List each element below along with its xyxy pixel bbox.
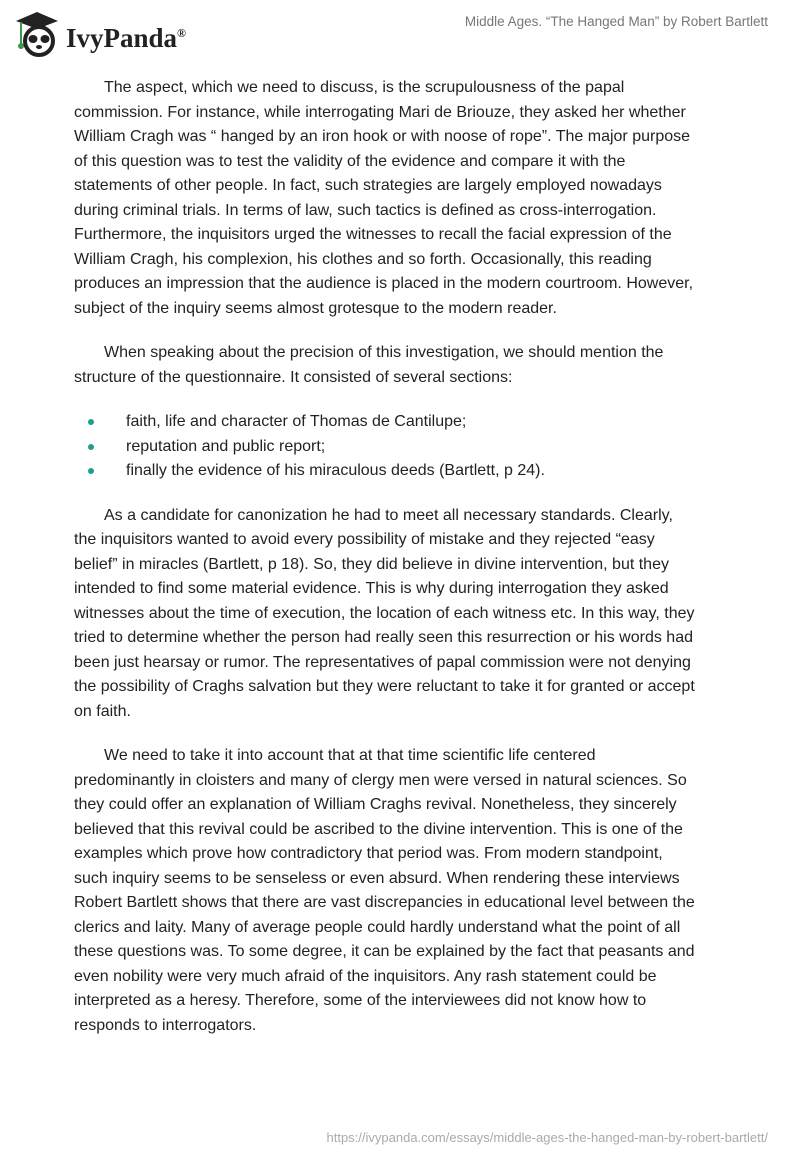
text-line: When speaking about the precision of this investigation, we should mention the: [104, 344, 664, 361]
bullet-icon: [88, 444, 94, 450]
bullet-icon: [88, 468, 94, 474]
panda-graduate-icon: [12, 8, 62, 58]
bullet-icon: [88, 419, 94, 425]
text-line: even nobility were very much afraid of the inquisitors. Any rash statement could be: [74, 967, 657, 985]
paragraph: [74, 504, 754, 725]
text-line: during criminal trials. In terms of law, such tactics is defined as cross-interrogation.: [74, 201, 657, 219]
list-item: [74, 410, 754, 435]
text-line: of this question was to test the validity of the evidence and compare it with the: [74, 152, 626, 170]
text-line: the possibility of Craghs salvation but they were reluctant to take it for granted or accept: [74, 678, 695, 695]
list-item-text: finally the evidence of his miraculous deeds (Bartlett, p 24).: [126, 462, 545, 479]
text-line: structure of the questionnaire. It consisted of several sections:: [74, 368, 513, 386]
text-line: been just hearsay or rumor. The representatives of papal commission were not denying: [74, 653, 691, 671]
brand-name: IvyPanda: [66, 22, 178, 53]
text-line: such inquiry seems to be senseless or even absurd. When rendering these interviews: [74, 869, 680, 887]
text-line: believed that this revival could be ascribed to the divine intervention. This is one of the: [74, 820, 683, 838]
text-line: these questions was. To some degree, it can be explained by the fact that peasants and: [74, 943, 695, 960]
text-line: We need to take it into account that at that time scientific life centered: [104, 747, 596, 764]
text-line: Robert Bartlett shows that there are vast discrepancies in educational level between the: [74, 894, 695, 911]
essay-body: [74, 76, 754, 1058]
list-item: [74, 435, 754, 460]
paragraph: [74, 744, 754, 1038]
text-line: examples which prove how contradictory that period was. From modern standpoint,: [74, 845, 663, 862]
document-title: Middle Ages. “The Hanged Man” by Robert Bartlett: [464, 14, 768, 29]
paragraph: [74, 341, 754, 390]
text-line: subject of the inquiry seems almost grotesque to the modern reader.: [74, 299, 557, 317]
paragraph: [74, 76, 754, 321]
text-line: interpreted as a heresy. Therefore, some of the interviewees did not know how to: [74, 992, 647, 1009]
text-line: predominantly in cloisters and many of clergy men were versed in natural sciences. So: [74, 771, 687, 789]
text-line: on faith.: [74, 702, 131, 720]
text-line: clerics and laity. Many of average people could hardly understand what the point of all: [74, 918, 681, 936]
text-line: As a candidate for canonization he had to meet all necessary standards. Clearly,: [104, 506, 673, 524]
text-line: the inquisitors wanted to avoid every possibility of mistake and they rejected “easy: [74, 531, 655, 548]
text-line: belief” in miracles (Bartlett, p 18). So, they did believe in divine intervention, but they: [74, 555, 669, 573]
text-line: tried to determine whether the person had really seen this resurrection or his words had: [74, 629, 693, 646]
registered-mark: ®: [177, 25, 187, 40]
text-line: they could offer an explanation of William Craghs revival. Nonetheless, they sincerely: [74, 796, 677, 813]
text-line: witnesses about the time of execution, the location of each witness etc. In this way, they: [74, 604, 695, 622]
list-item-text: faith, life and character of Thomas de Cantilupe;: [126, 413, 467, 430]
text-line: produces an impression that the audience is placed in the modern courtroom. However,: [74, 275, 694, 292]
text-line: William Cragh, his complexion, his clothes and so forth. Occasionally, this reading: [74, 250, 652, 268]
text-line: William Cragh was “ hanged by an iron hook or with noose of rope”. The major purpose: [74, 128, 691, 145]
ivypanda-logo[interactable]: [12, 8, 186, 58]
text-line: commission. For instance, while interrogating Mari de Briouze, they asked her whether: [74, 103, 686, 121]
text-line: The aspect, which we need to discuss, is the scrupulousness of the papal: [104, 79, 625, 96]
list-item: [74, 459, 754, 484]
text-line: responds to interrogators.: [74, 1016, 257, 1034]
list-item-text: reputation and public report;: [126, 437, 326, 455]
section-list: [74, 410, 754, 484]
text-line: intended to find some material evidence. This is why during interrogation they asked: [74, 580, 669, 597]
text-line: statements of other people. In fact, such strategies are largely employed nowadays: [74, 177, 662, 194]
text-line: Furthermore, the inquisitors urged the witnesses to recall the facial expression of the: [74, 226, 672, 243]
source-url[interactable]: https://ivypanda.com/essays/middle-ages-the-hanged-man-by-robert-bartlett/: [326, 1130, 768, 1145]
